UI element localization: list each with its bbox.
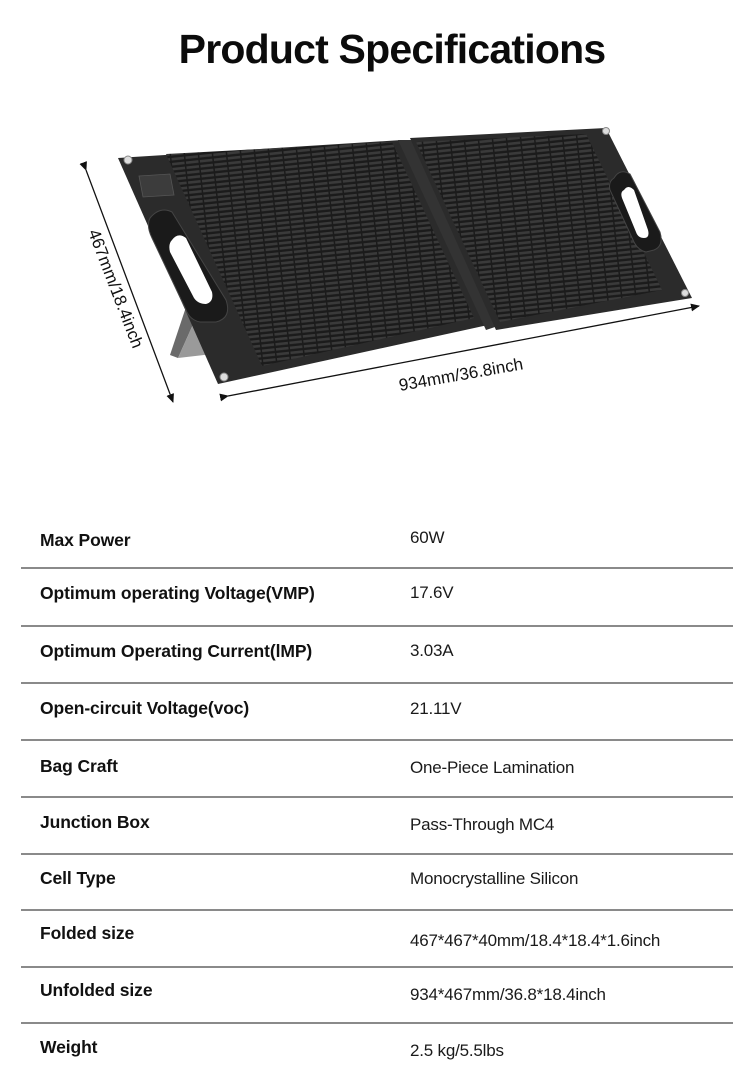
spec-row-vmp [21,567,733,625]
spec-label: Cell Type [40,868,116,888]
spec-row-cell-type [21,853,733,909]
spec-row-max-power [21,511,733,567]
spec-value: 17.6V [410,583,454,602]
spec-value: 2.5 kg/5.5lbs [410,1041,504,1060]
spec-row-bag-craft [21,739,733,796]
spec-row-voc [21,682,733,739]
page-title: Product Specifications [178,26,606,72]
product-figure [0,110,750,420]
spec-label: Open-circuit Voltage(voc) [40,698,250,718]
spec-label: Folded size [40,923,135,943]
spec-label: Optimum operating Voltage(VMP) [40,583,315,603]
spec-row-junction-box [21,796,733,853]
spec-value: 3.03A [410,641,454,660]
width-dimension-label: 934mm/36.8inch [397,354,525,395]
spec-label: Junction Box [40,812,150,832]
spec-label: Unfolded size [40,980,153,1000]
spec-row-folded-size [21,909,733,966]
spec-row-unfolded-size [21,966,733,1022]
spec-row-weight [21,1022,733,1082]
spec-value: One-Piece Lamination [410,758,575,777]
spec-value: 467*467*40mm/18.4*18.4*1.6inch [410,931,661,950]
spec-value: 934*467mm/36.8*18.4inch [410,985,606,1004]
spec-label: Weight [40,1037,98,1057]
spec-value: 21.11V [410,699,462,718]
spec-value: Pass-Through MC4 [410,815,555,834]
spec-label: Optimum Operating Current(lMP) [40,641,313,661]
spec-label: Bag Craft [40,756,118,776]
spec-label: Max Power [40,530,131,550]
spec-value: 60W [410,528,445,547]
spec-row-imp [21,625,733,682]
spec-table [21,511,733,1082]
height-dimension-label: 467mm/18.4inch [84,226,148,351]
spec-value: Monocrystalline Silicon [410,869,579,888]
